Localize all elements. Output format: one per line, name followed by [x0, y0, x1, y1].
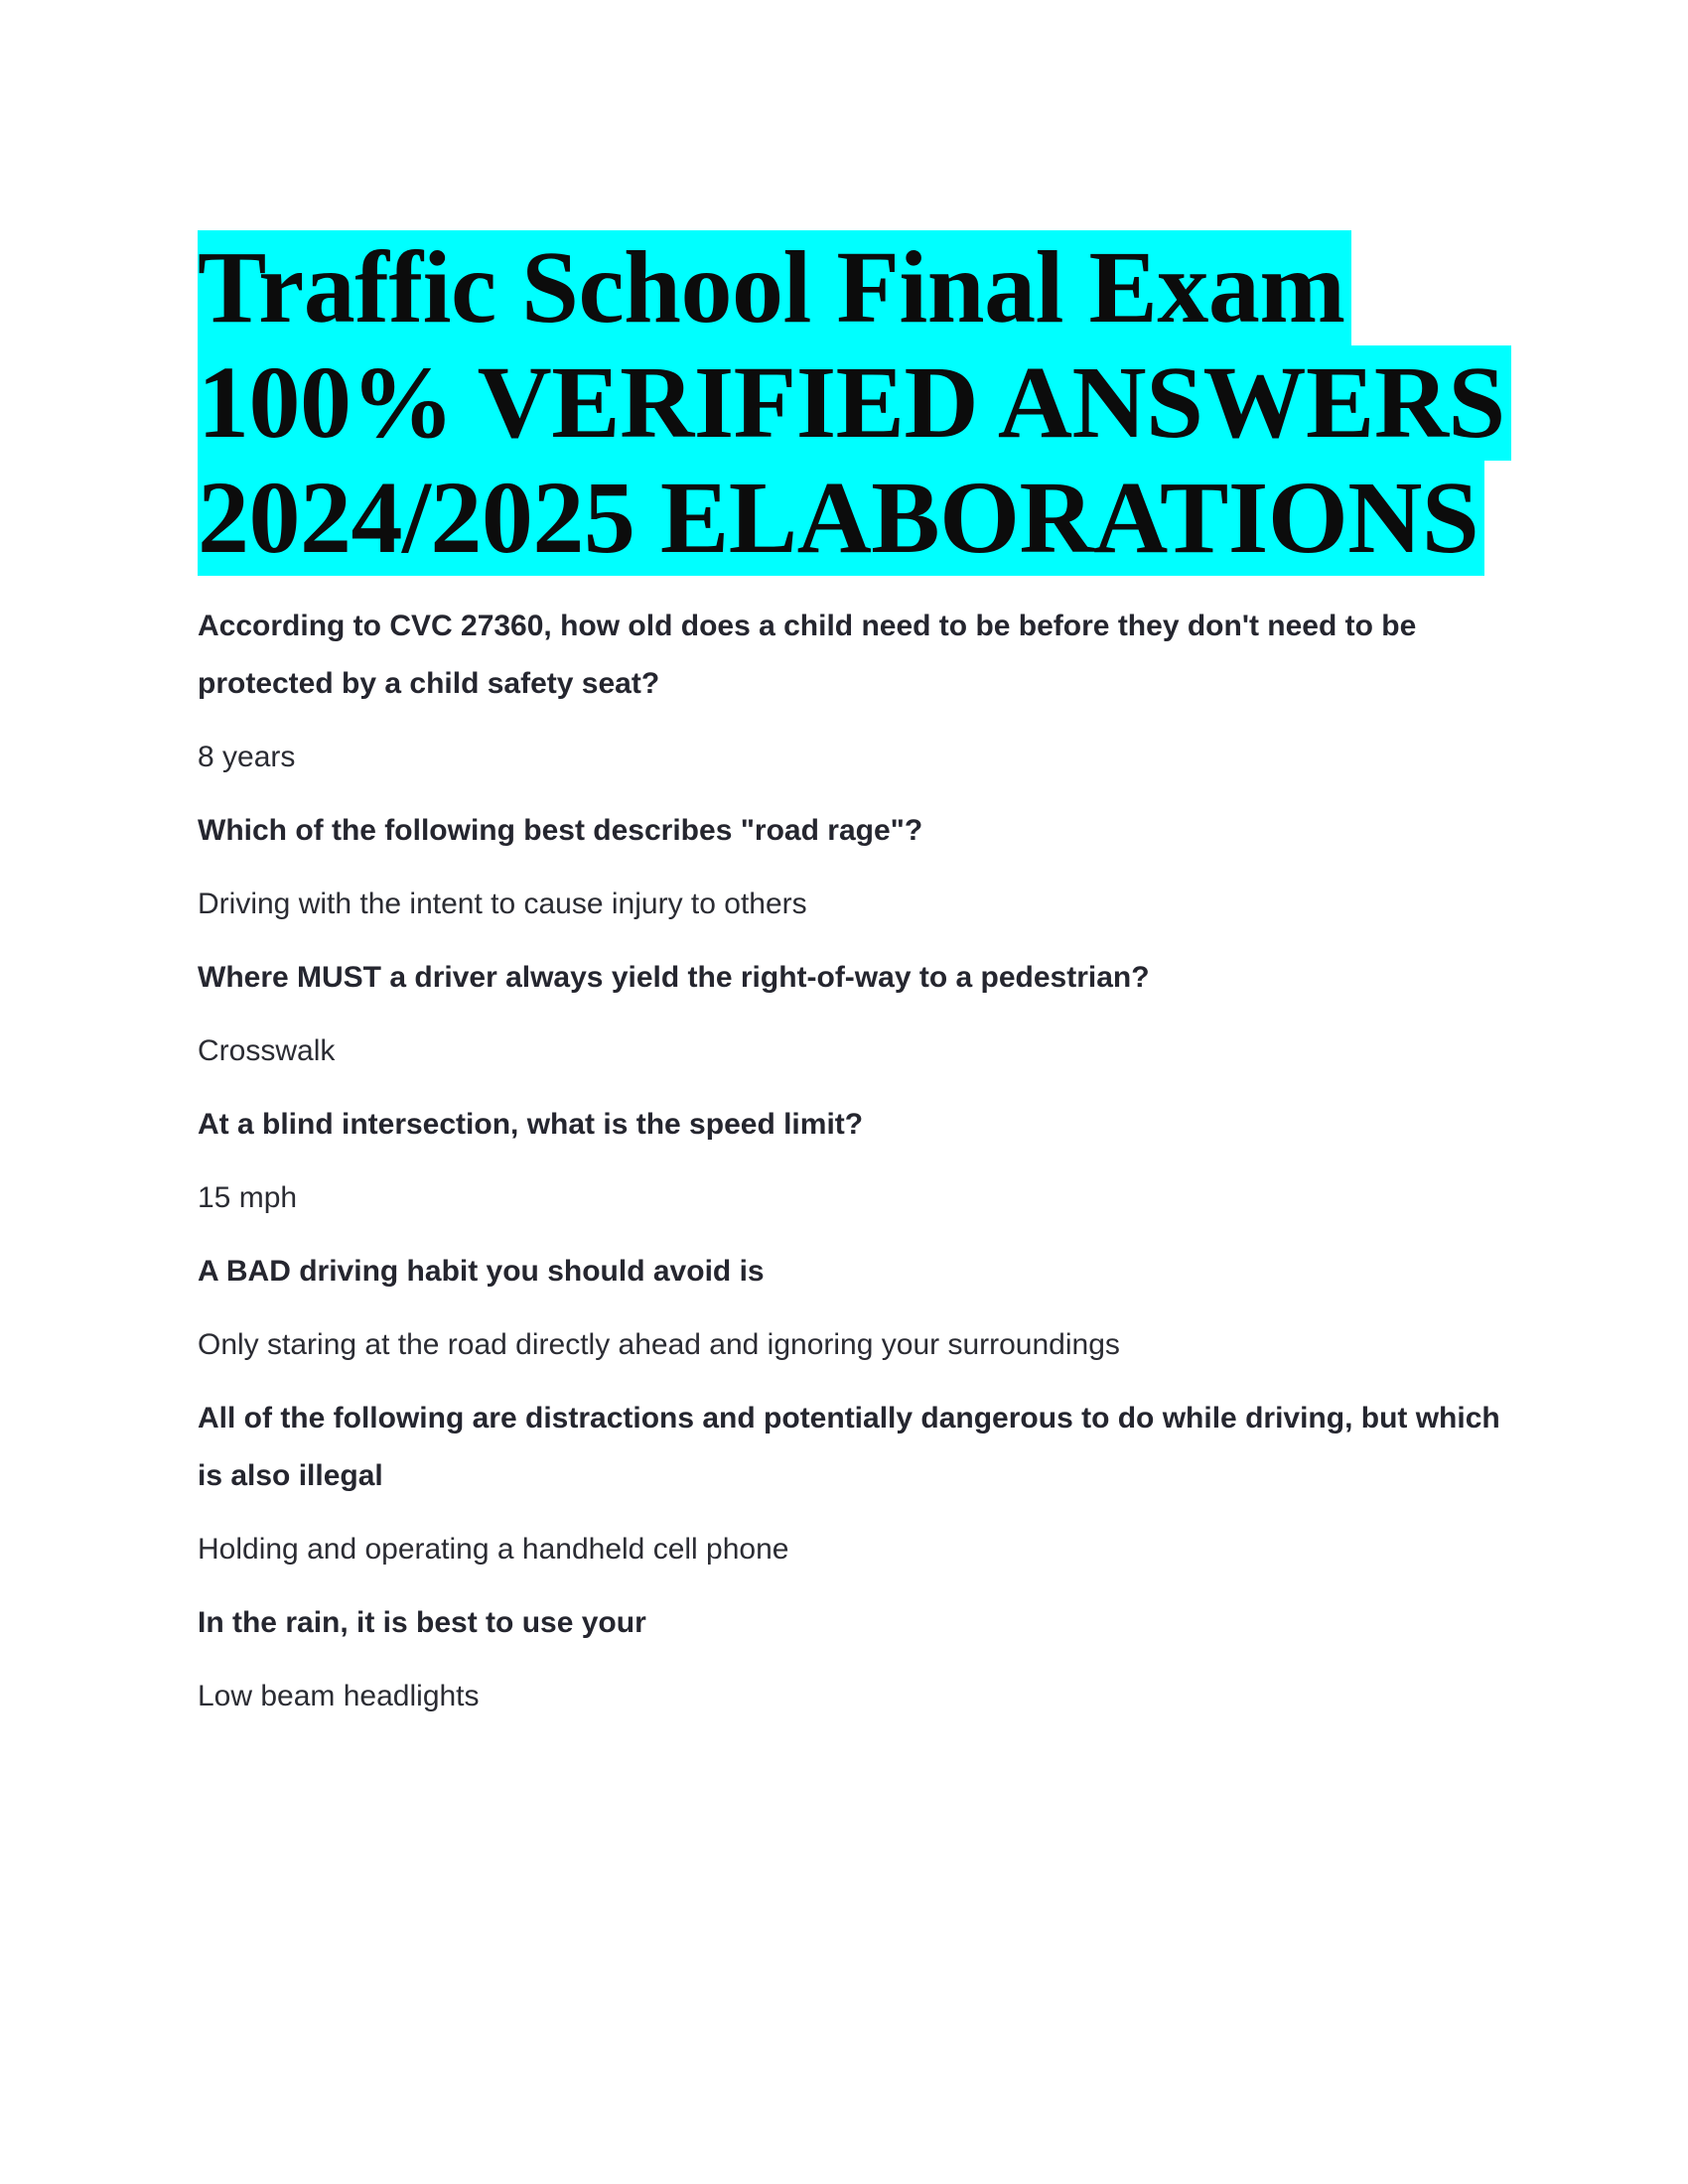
answer-text: Crosswalk [198, 1034, 336, 1067]
question-text: All of the following are distractions and potentially dangerous to do while driving, but which is also illegal [198, 1402, 1500, 1492]
question-text: In the rain, it is best to use your [198, 1606, 646, 1639]
qa-item [198, 1096, 1518, 1213]
title-line: 100% VERIFIED ANSWERS [198, 345, 1511, 461]
question-text: According to CVC 27360, how old does a child need to be before they don't need to be protected by a child safety seat? [198, 610, 1417, 700]
title-line: 2024/2025 ELABORATIONS [198, 461, 1484, 576]
document-title [198, 230, 1518, 576]
answer-text: Driving with the intent to cause injury to others [198, 887, 807, 920]
question-text: At a blind intersection, what is the speed limit? [198, 1108, 864, 1141]
qa-item [198, 1390, 1518, 1565]
question-text: Where MUST a driver always yield the right-of-way to a pedestrian? [198, 961, 1150, 994]
question-text: Which of the following best describes "road rage"? [198, 814, 923, 847]
qa-item [198, 1243, 1518, 1360]
qa-item [198, 802, 1518, 919]
qa-item [198, 1594, 1518, 1711]
qa-item [198, 949, 1518, 1066]
document-page [198, 230, 1518, 1741]
answer-text: 15 mph [198, 1181, 298, 1214]
answer-text: Low beam headlights [198, 1680, 480, 1712]
qa-item [198, 598, 1518, 772]
answer-text: 8 years [198, 741, 296, 773]
title-line: Traffic School Final Exam [198, 230, 1351, 345]
question-text: A BAD driving habit you should avoid is [198, 1255, 765, 1288]
qa-list [198, 598, 1518, 1711]
answer-text: Holding and operating a handheld cell phone [198, 1533, 789, 1566]
answer-text: Only staring at the road directly ahead and ignoring your surroundings [198, 1328, 1120, 1361]
